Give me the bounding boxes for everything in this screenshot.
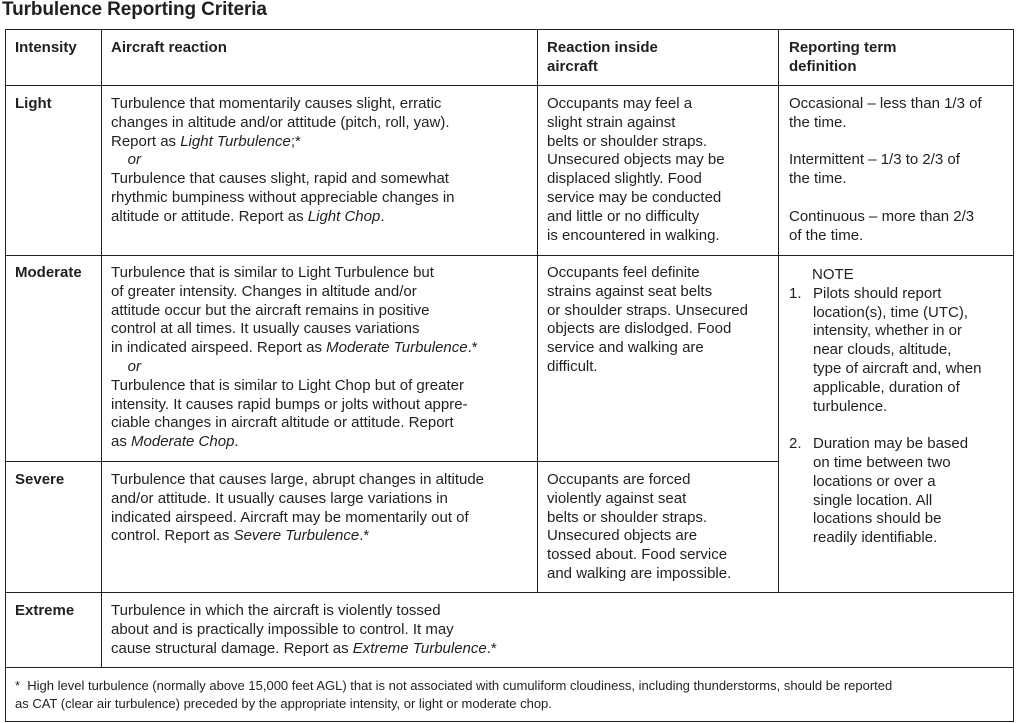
row-divider-light [5,255,1014,256]
text-line: belts or shoulder straps. [547,132,708,150]
text-segment: rhythmic bumpiness without appreciable changes in [111,188,455,206]
text-segment: of greater intensity. Changes in altitude and/or [111,282,417,300]
text-line [111,621,497,640]
aircraft-reaction-severe [111,471,484,546]
text-segment: control. Report as [111,527,234,545]
text-line: on time between two [813,453,951,471]
italic-term: Severe Turbulence [233,527,360,545]
column-divider-2 [537,29,538,592]
italic-term: or [111,357,142,375]
italic-term: Light Turbulence [180,132,291,150]
italic-term: or [111,151,142,169]
text-line [111,640,497,659]
text-line: intensity, whether in or [813,322,962,340]
text-segment: ;* [290,132,301,150]
text-line [111,283,478,302]
text-line [111,358,478,377]
note-heading: NOTE [812,266,854,283]
text-line: type of aircraft and, when [813,359,982,377]
text-segment: as [111,433,132,451]
italic-term: Extreme Turbulence [352,639,487,657]
text-line: single location. All [813,491,933,509]
text-line [111,396,478,415]
text-segment: .* [486,639,497,657]
text-line: Occupants feel definite [547,264,700,281]
text-line: locations should be [813,510,942,528]
text-segment: Turbulence that causes large, abrupt changes in altitude [111,471,485,488]
text-segment: intensity. It causes rapid bumps or jolts without appre- [111,395,468,413]
text-line [111,189,455,208]
text-line [111,264,478,283]
text-line: readily identifiable. [813,529,938,547]
row-divider-moderate [5,461,779,462]
header-aircraft-reaction: Aircraft reaction [111,39,227,56]
note-item-1-text [813,285,1009,417]
aircraft-reaction-light [111,95,455,227]
text-line: or shoulder straps. Unsecured [547,301,748,319]
aircraft-reaction-extreme [111,602,497,658]
row-divider-header [5,85,1014,86]
text-line [111,414,478,433]
intensity-severe: Severe [15,471,65,488]
note-item-2-text [813,435,1009,548]
text-line: service and walking are [547,339,704,357]
note-item-1 [789,285,1009,417]
footnote: * High level turbulence (normally above 15,000 feet AGL) that is not associated with cumuliform cloudiness, including thunderstorms, should be reported as CAT (clear air turbulence) preceded by the appropriate intensity, or light or moderate chop. [15,678,893,711]
text-line: Duration may be based [813,435,969,453]
text-line [111,302,478,321]
header-reaction-inside-aircraft: Reaction inside aircraft [547,39,658,75]
column-divider-1 [101,29,102,667]
note-item-2-number: 2. [789,435,802,453]
header-reporting-term-definition: Reporting term definition [789,39,897,75]
text-line: service may be conducted [547,188,722,206]
text-line: belts or shoulder straps. [547,508,708,526]
text-segment: . [380,207,385,225]
text-segment: Turbulence that momentarily causes slight, erratic [111,95,442,112]
intensity-extreme: Extreme [15,602,75,619]
text-segment: cause structural damage. Report as [111,639,353,657]
text-line: slight strain against [547,113,676,131]
text-line: Pilots should report [813,284,942,302]
text-line: objects are dislodged. Food [547,320,732,338]
note-item-2 [789,435,1009,548]
text-line: Occupants may feel a [547,95,693,112]
text-line [111,471,484,490]
text-line: displaced slightly. Food [547,170,702,188]
text-line: Occupants are forced [547,471,691,488]
text-segment: attitude occur but the aircraft remains in positive [111,301,430,319]
italic-term: Moderate Turbulence [326,339,468,357]
intensity-light: Light [15,95,52,112]
text-segment: Turbulence that is similar to Light Chop but of greater [111,376,464,394]
text-segment: .* [467,339,478,357]
reporting-note [789,266,1009,548]
text-segment: altitude or attitude. Report as [111,207,308,225]
header-intensity: Intensity [15,39,77,56]
text-line: Unsecured objects are [547,527,698,545]
text-line: turbulence. [813,397,888,415]
text-line [111,602,497,621]
text-line [111,490,484,509]
text-segment: changes in altitude and/or attitude (pitch, roll, yaw). [111,113,450,131]
text-line: locations or over a [813,472,936,490]
text-segment: and/or attitude. It usually causes large variations in [111,489,448,507]
column-divider-3 [778,29,779,592]
text-line [111,320,478,339]
row-divider-extreme [5,667,1014,668]
text-line: and walking are impossible. [547,564,732,582]
text-line: and little or no difficulty [547,207,700,225]
text-line: near clouds, altitude, [813,341,952,359]
reaction-inside-severe [547,471,731,584]
text-segment: ciable changes in aircraft altitude or attitude. Report [111,414,454,432]
text-segment: Turbulence that is similar to Light Turbulence but [111,264,434,281]
text-line: Unsecured objects may be [547,151,725,169]
text-line [111,170,455,189]
text-line [111,433,478,452]
text-line [111,151,455,170]
text-segment: .* [359,527,370,545]
text-line: applicable, duration of [813,378,960,396]
text-line: strains against seat belts [547,282,713,300]
text-line: location(s), time (UTC), [813,303,969,321]
text-line [111,377,478,396]
text-segment: about and is practically impossible to control. It may [111,620,454,638]
text-segment: . [234,433,239,451]
aircraft-reaction-moderate [111,264,478,452]
page-title: Turbulence Reporting Criteria [2,0,267,20]
intensity-moderate: Moderate [15,264,82,281]
text-segment: Report as [111,132,181,150]
reaction-inside-moderate [547,264,748,377]
text-segment: indicated airspeed. Aircraft may be momentarily out of [111,508,469,526]
reporting-terms: Occasional – less than 1/3 of the time. Intermittent – 1/3 to 2/3 of the time. Continuous – more than 2/3 of the time. [789,95,982,244]
text-line [111,339,478,358]
text-line [111,114,455,133]
text-segment: in indicated airspeed. Report as [111,339,327,357]
italic-term: Light Chop [307,207,381,225]
text-segment: Turbulence in which the aircraft is violently tossed [111,602,441,619]
text-segment: Turbulence that causes slight, rapid and somewhat [111,170,449,188]
text-line: violently against seat [547,489,687,507]
text-segment: control at all times. It usually causes variations [111,320,420,338]
note-item-1-number: 1. [789,284,802,302]
text-line [111,509,484,528]
text-line [111,133,455,152]
text-line [111,208,455,227]
text-line: is encountered in walking. [547,226,720,244]
italic-term: Moderate Chop [131,433,235,451]
row-divider-severe [5,592,1014,593]
text-line: difficult. [547,357,598,375]
text-line [111,95,455,114]
text-line: tossed about. Food service [547,546,728,564]
text-line [111,527,484,546]
reaction-inside-light [547,95,725,245]
